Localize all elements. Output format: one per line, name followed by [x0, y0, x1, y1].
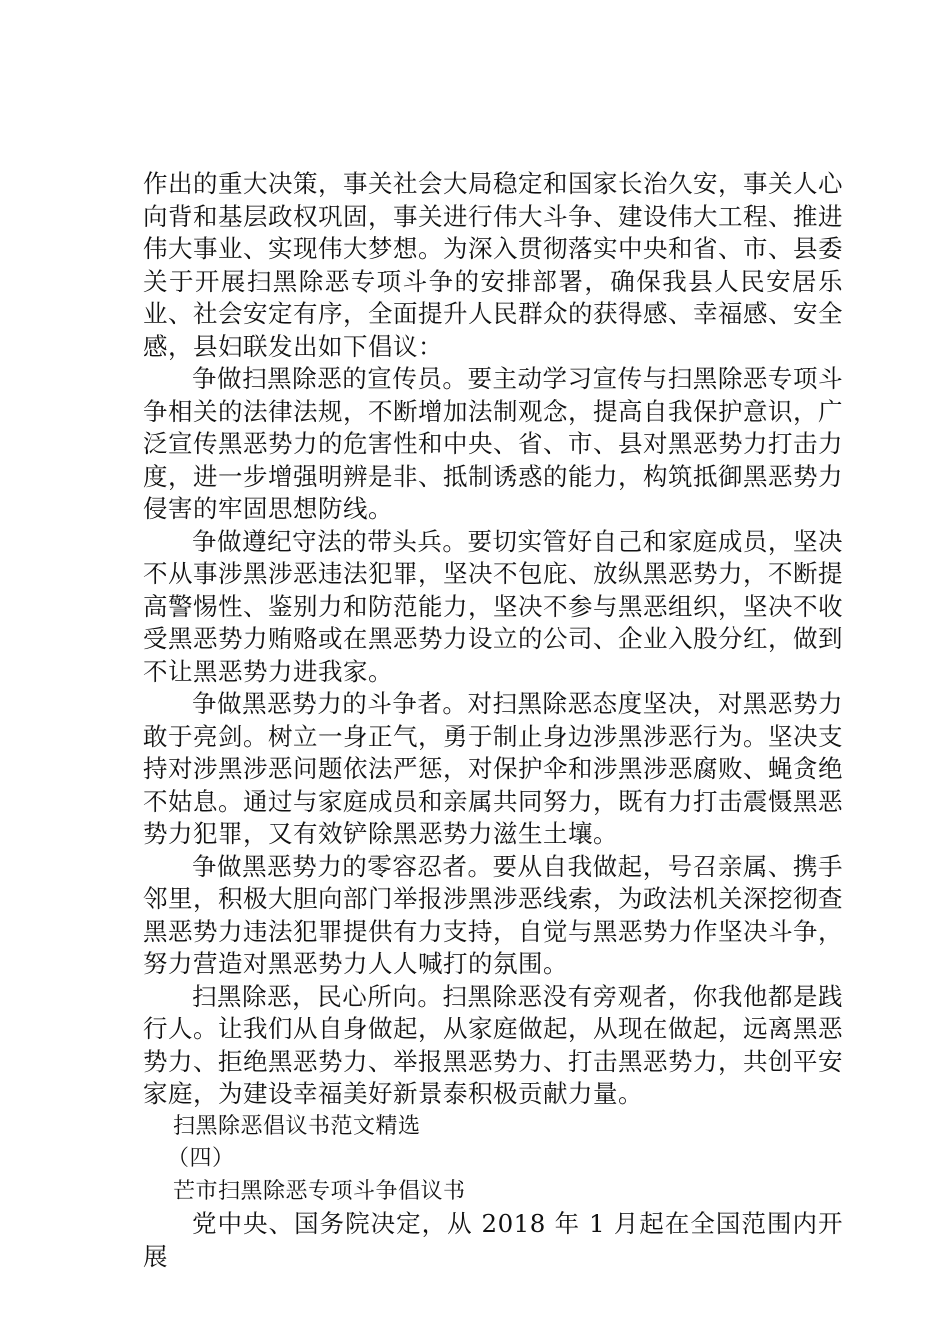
document-body: [143, 168, 843, 1273]
paragraph-fighter: 争做黑恶势力的斗争者。对扫黑除恶态度坚决，对黑恶势力敢于亮剑。树立一身正气，勇于制止身边涉黑涉恶行为。坚决支持对涉黑涉恶问题依法严惩，对保护伞和涉黑涉恶腐败、蝇贪绝不姑息。通过与家庭成员和亲属共同努力，既有力打击震慑黑恶势力犯罪，又有效铲除黑恶势力滋生土壤。: [143, 689, 843, 848]
paragraph-conclusion: 扫黑除恶，民心所向。扫黑除恶没有旁观者，你我他都是践行人。让我们从自身做起，从家庭做起，从现在做起，远离黑恶势力、拒绝黑恶势力、举报黑恶势力、打击黑恶势力，共创平安家庭，为建设幸福美好新景泰积极贡献力量。: [143, 981, 843, 1108]
paragraph-intro: 作出的重大决策，事关社会大局稳定和国家长治久安，事关人心向背和基层政权巩固，事关进行伟大斗争、建设伟大工程、推进伟大事业、实现伟大梦想。为深入贯彻落实中央和省、市、县委关于开展扫黑除恶专项斗争的安排部署，确保我县人民安居乐业、社会安定有序，全面提升人民群众的获得感、幸福感、安全感，县妇联发出如下倡议：: [143, 169, 843, 361]
paragraph-publicist: 争做扫黑除恶的宣传员。要主动学习宣传与扫黑除恶专项斗争相关的法律法规，不断增加法制观念，提高自我保护意识，广泛宣传黑恶势力的危害性和中央、省、市、县对黑恶势力打击力度，进一步增强明辨是非、抵制诱惑的能力，构筑抵御黑恶势力侵害的牢固思想防线。: [143, 364, 843, 523]
section-number: （四）: [167, 1146, 235, 1171]
paragraph-next: 党中央、国务院决定，从 2018 年 1 月起在全国范围内开展: [143, 1209, 843, 1271]
section-heading: 扫黑除恶倡议书范文精选: [173, 1113, 421, 1139]
paragraph-law-abiding: 争做遵纪守法的带头兵。要切实管好自己和家庭成员，坚决不从事涉黑涉恶违法犯罪，坚决不包庇、放纵黑恶势力，不断提高警惕性、鉴别力和防范能力，坚决不参与黑恶组织，坚决不收受黑恶势力贿赂或在黑恶势力设立的公司、企业入股分红，做到不让黑恶势力进我家。: [143, 526, 843, 686]
paragraph-zero-tolerance: 争做黑恶势力的零容忍者。要从自我做起，号召亲属、携手邻里，积极大胆向部门举报涉黑涉恶线索，为政法机关深挖彻查黑恶势力违法犯罪提供有力支持，自觉与黑恶势力作坚决斗争，努力营造对黑恶势力人人喊打的氛围。: [143, 851, 843, 978]
proposal-title: 芒市扫黑除恶专项斗争倡议书: [173, 1178, 466, 1204]
